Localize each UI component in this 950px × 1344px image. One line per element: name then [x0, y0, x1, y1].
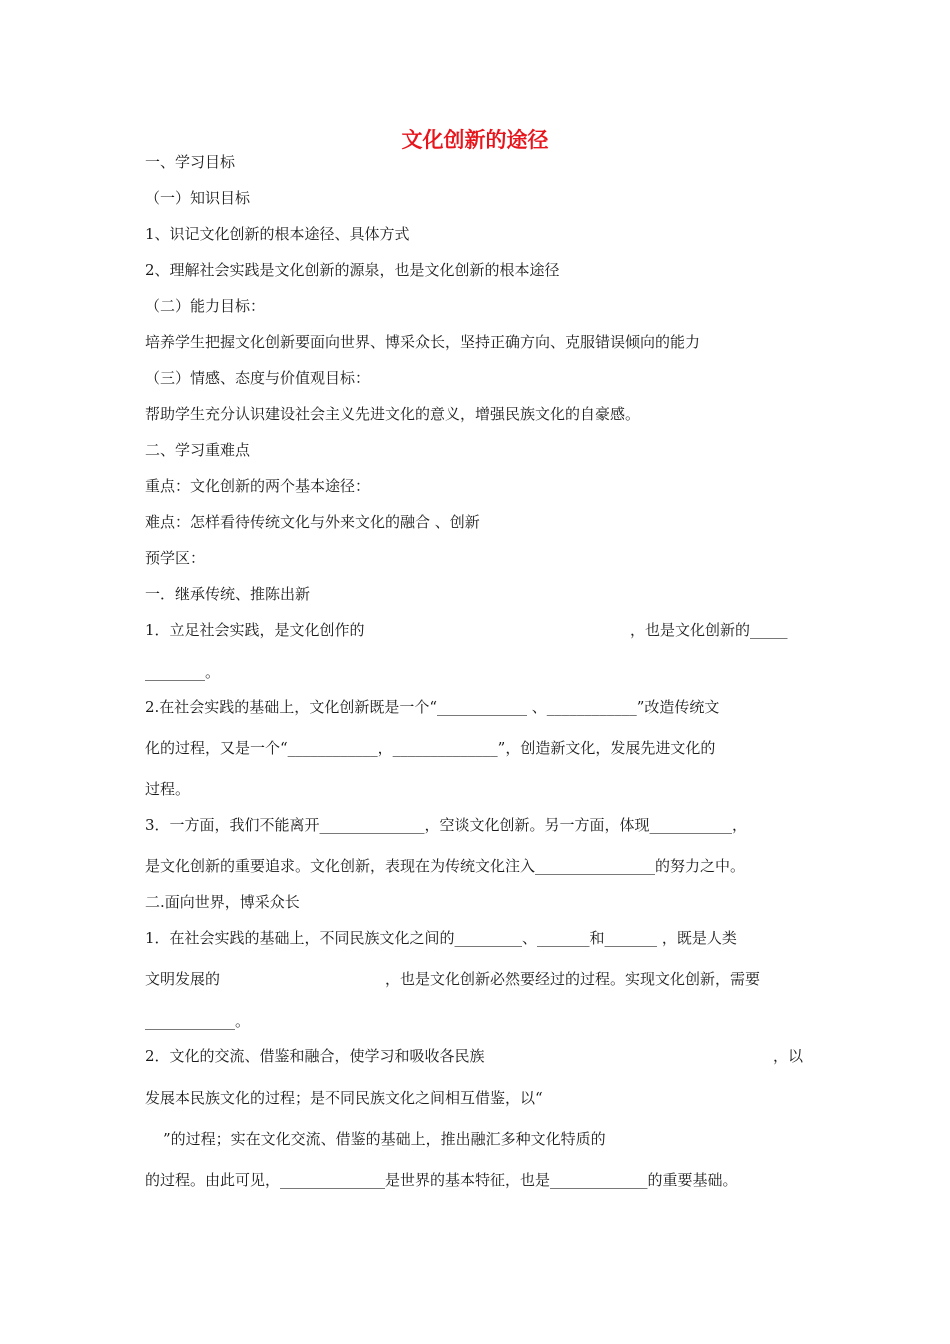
page-title: 文化创新的途径: [401, 128, 549, 152]
text-line: ________。: [145, 663, 221, 681]
subheading-knowledge: （一）知识目标: [145, 189, 251, 207]
text-line: ”的过程；实在文化交流、借鉴的基础上，推出融汇多种文化特质的: [163, 1130, 606, 1148]
text-line: 是文化创新的重要追求。文化创新，表现在为传统文化注入________________的努力之中。: [145, 857, 746, 875]
text-line: 1．在社会实践的基础上，不同民族文化之间的_________、_______和_______ ，既是人类: [145, 929, 737, 947]
section-heading: 二.面向世界，博采众长: [145, 893, 300, 911]
text-line: ，也是文化创新必然要经过的过程。实现文化创新，需要: [385, 970, 761, 988]
text-line: ____________。: [145, 1012, 251, 1030]
text-line: 2.在社会实践的基础上，文化创新既是一个“____________ 、____________”改造传统文: [145, 698, 720, 716]
text-line: 难点：怎样看待传统文化与外来文化的融合 、创新: [145, 513, 480, 531]
heading-key-points: 二、学习重难点: [145, 441, 251, 459]
text-line: 发展本民族文化的过程；是不同民族文化之间相互借鉴，以“: [145, 1089, 543, 1107]
text-line: 培养学生把握文化创新要面向世界、博采众长，坚持正确方向、克服错误倾向的能力: [145, 333, 701, 351]
text-line: 2．文化的交流、借鉴和融合，使学习和吸收各民族: [145, 1047, 485, 1065]
text-line: 2、理解社会实践是文化创新的源泉，也是文化创新的根本途径: [145, 261, 560, 279]
heading-prestudy: 预学区：: [145, 549, 206, 567]
text-line: ，以: [773, 1047, 804, 1065]
subheading-ability: （二）能力目标：: [145, 297, 266, 315]
text-line: 重点：文化创新的两个基本途径：: [145, 477, 371, 495]
heading-learning-goals: 一、学习目标: [145, 153, 236, 171]
text-line: 帮助学生充分认识建设社会主义先进文化的意义，增强民族文化的自豪感。: [145, 405, 641, 423]
text-line: 的过程。由此可见，______________是世界的基本特征，也是_____________的重要基础。: [145, 1171, 738, 1189]
text-line: 1、识记文化创新的根本途径、具体方式: [145, 225, 410, 243]
subheading-emotion: （三）情感、态度与价值观目标：: [145, 369, 371, 387]
text-line: 文明发展的: [145, 970, 221, 988]
text-line: 化的过程，又是一个“____________，______________”，创造新文化，发展先进文化的: [145, 739, 716, 757]
section-heading: 一．继承传统、推陈出新: [145, 585, 311, 603]
text-line: ，也是文化创新的_____: [630, 621, 788, 639]
text-line: 1．立足社会实践，是文化创作的: [145, 621, 365, 639]
text-line: 过程。: [145, 780, 191, 798]
text-line: 3．一方面，我们不能离开______________，空谈文化创新。另一方面，体现___________，: [145, 816, 748, 834]
